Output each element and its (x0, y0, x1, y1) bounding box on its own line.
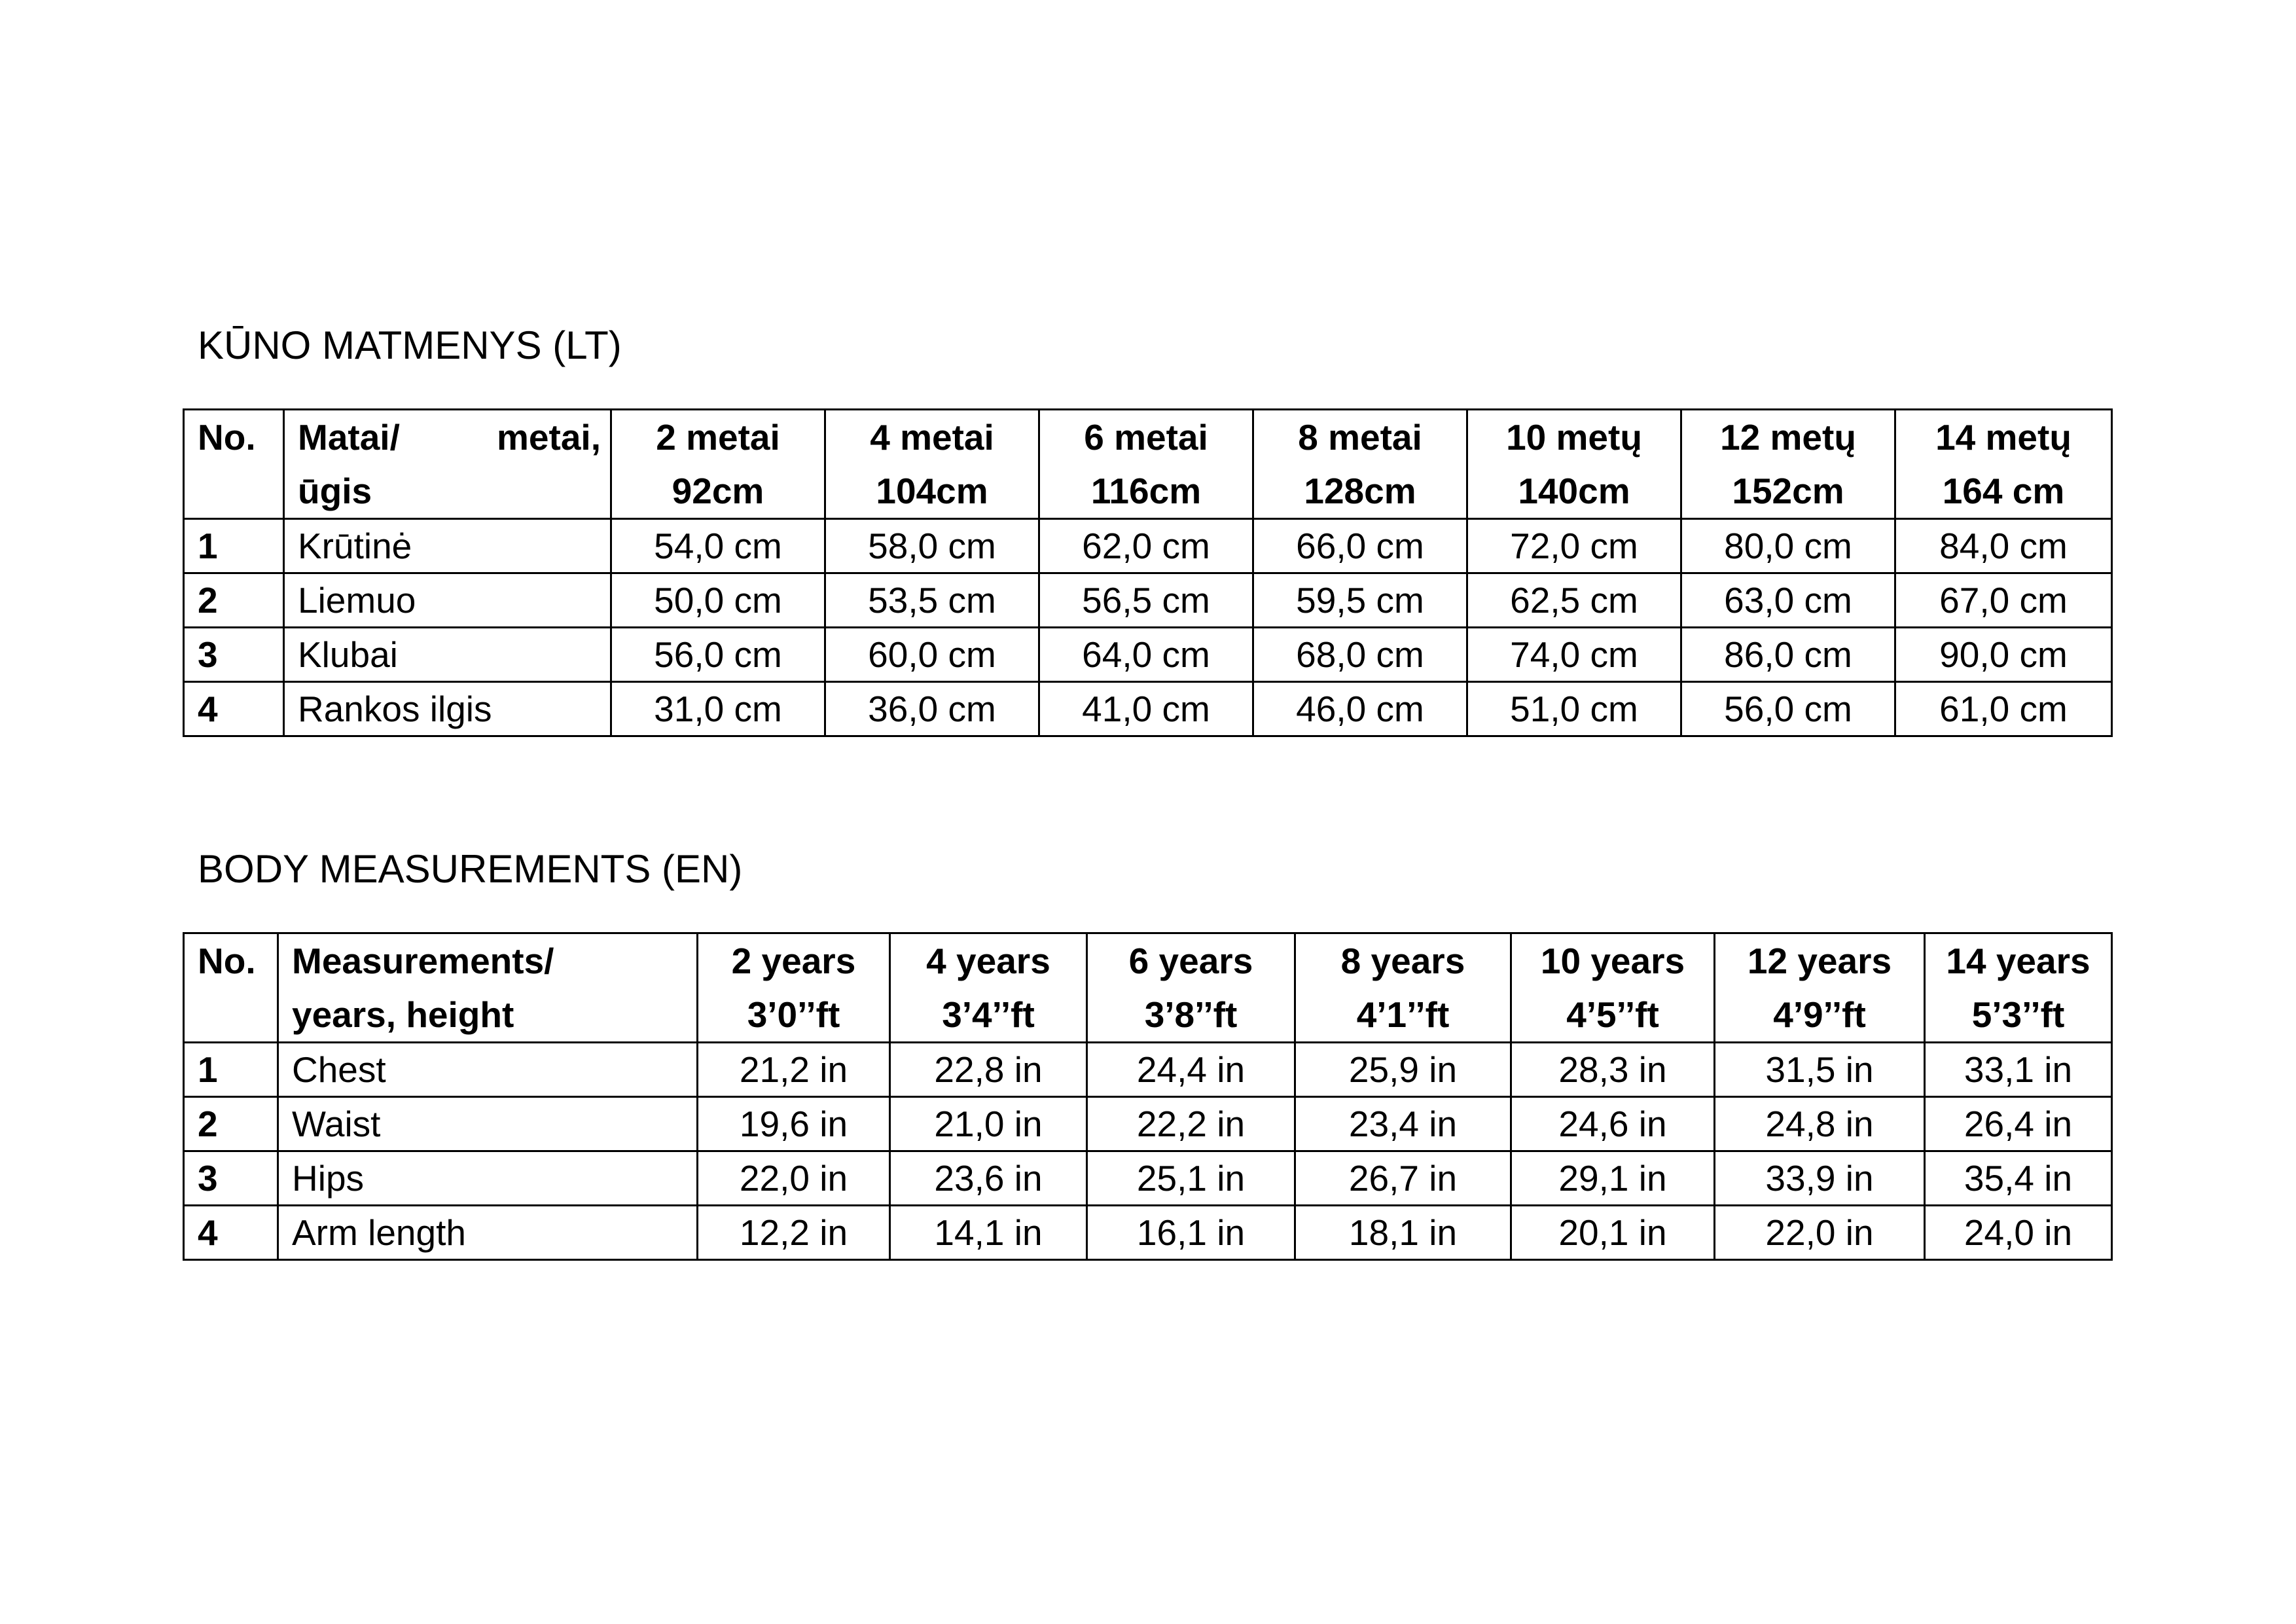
row-number: 4 (184, 1206, 278, 1260)
row-number: 2 (184, 1097, 278, 1151)
lt-header-size-height: 92cm (672, 471, 764, 511)
lt-header-size-age: 10 metų (1506, 417, 1642, 458)
value-cell: 22,0 in (698, 1151, 890, 1206)
en-header-size-age: 6 years (1128, 941, 1253, 981)
value-cell: 23,6 in (890, 1151, 1087, 1206)
value-cell: 56,0 cm (1681, 682, 1895, 736)
table-row (184, 1206, 2112, 1260)
value-cell: 60,0 cm (825, 628, 1039, 682)
en-header-size-age: 12 years (1747, 941, 1892, 981)
value-cell: 72,0 cm (1467, 519, 1681, 573)
en-header-measure-line2: years, height (292, 994, 514, 1035)
value-cell: 58,0 cm (825, 519, 1039, 573)
value-cell: 62,5 cm (1467, 573, 1681, 628)
value-cell: 31,5 in (1715, 1043, 1925, 1097)
row-number: 3 (184, 628, 284, 682)
lt-header-size-age: 4 metai (870, 417, 994, 458)
lt-header-size (1681, 410, 1895, 519)
lt-header-size-age: 14 metų (1935, 417, 2072, 458)
lt-header-measure-line1 (298, 410, 601, 464)
value-cell: 25,9 in (1295, 1043, 1511, 1097)
value-cell: 16,1 in (1087, 1206, 1295, 1260)
value-cell: 86,0 cm (1681, 628, 1895, 682)
en-header-size-age: 14 years (1946, 941, 2090, 981)
value-cell: 24,8 in (1715, 1097, 1925, 1151)
en-header-size (698, 933, 890, 1043)
value-cell: 22,8 in (890, 1043, 1087, 1097)
lt-header-size-age: 12 metų (1720, 417, 1856, 458)
en-header-size-height: 3’8’’ft (1144, 994, 1238, 1035)
value-cell: 33,1 in (1925, 1043, 2112, 1097)
value-cell: 28,3 in (1511, 1043, 1715, 1097)
lt-header-size-age: 6 metai (1084, 417, 1208, 458)
value-cell: 26,4 in (1925, 1097, 2112, 1151)
row-number: 4 (184, 682, 284, 736)
lt-header-size-height: 104cm (876, 471, 988, 511)
table-row (184, 1043, 2112, 1097)
row-label: Rankos ilgis (284, 682, 611, 736)
value-cell: 22,2 in (1087, 1097, 1295, 1151)
value-cell: 67,0 cm (1895, 573, 2112, 628)
en-header-measure (278, 933, 698, 1043)
lt-header-size (825, 410, 1039, 519)
row-label: Hips (278, 1151, 698, 1206)
value-cell: 56,0 cm (611, 628, 825, 682)
en-header-size (1925, 933, 2112, 1043)
lt-header-size-age: 2 metai (656, 417, 780, 458)
value-cell: 20,1 in (1511, 1206, 1715, 1260)
en-header-row (184, 933, 2112, 1043)
lt-header-measure-word2: metai, (497, 417, 601, 458)
lt-header-size (1895, 410, 2112, 519)
en-header-no-label: No. (198, 941, 256, 981)
en-header-no (184, 933, 278, 1043)
lt-header-size-height: 140cm (1518, 471, 1630, 511)
en-header-size-height: 4’5’’ft (1566, 994, 1659, 1035)
value-cell: 36,0 cm (825, 682, 1039, 736)
lt-header-no-label: No. (198, 417, 256, 458)
table-row (184, 1097, 2112, 1151)
value-cell: 31,0 cm (611, 682, 825, 736)
value-cell: 90,0 cm (1895, 628, 2112, 682)
value-cell: 56,5 cm (1039, 573, 1253, 628)
table-row (184, 519, 2112, 573)
value-cell: 51,0 cm (1467, 682, 1681, 736)
value-cell: 24,6 in (1511, 1097, 1715, 1151)
en-header-size (890, 933, 1087, 1043)
table-row (184, 1151, 2112, 1206)
lt-header-row (184, 410, 2112, 519)
row-number: 1 (184, 1043, 278, 1097)
lt-section-title: KŪNO MATMENYS (LT) (198, 323, 622, 367)
en-header-size-age: 8 years (1340, 941, 1465, 981)
en-measurements-table (183, 932, 2113, 1261)
value-cell: 23,4 in (1295, 1097, 1511, 1151)
value-cell: 24,4 in (1087, 1043, 1295, 1097)
value-cell: 21,0 in (890, 1097, 1087, 1151)
value-cell: 18,1 in (1295, 1206, 1511, 1260)
en-header-size-height: 5’3’’ft (1971, 994, 2065, 1035)
lt-header-size-height: 128cm (1304, 471, 1416, 511)
en-header-size-age: 4 years (926, 941, 1050, 981)
value-cell: 68,0 cm (1253, 628, 1467, 682)
value-cell: 22,0 in (1715, 1206, 1925, 1260)
lt-header-measure (284, 410, 611, 519)
row-label: Liemuo (284, 573, 611, 628)
value-cell: 66,0 cm (1253, 519, 1467, 573)
row-number: 3 (184, 1151, 278, 1206)
table-row (184, 682, 2112, 736)
lt-header-size-height: 116cm (1090, 471, 1202, 511)
en-header-size (1295, 933, 1511, 1043)
row-label: Krūtinė (284, 519, 611, 573)
en-section-title: BODY MEASUREMENTS (EN) (198, 847, 743, 891)
value-cell: 62,0 cm (1039, 519, 1253, 573)
en-header-size-height: 3’4’’ft (942, 994, 1035, 1035)
lt-header-measure-word1: Matai/ (298, 417, 400, 458)
en-header-size-height: 3’0’’ft (747, 994, 840, 1035)
en-header-size-height: 4’9’’ft (1773, 994, 1866, 1035)
value-cell: 25,1 in (1087, 1151, 1295, 1206)
value-cell: 61,0 cm (1895, 682, 2112, 736)
value-cell: 74,0 cm (1467, 628, 1681, 682)
en-header-size (1087, 933, 1295, 1043)
en-header-size (1511, 933, 1715, 1043)
en-header-size-age: 2 years (731, 941, 856, 981)
lt-header-measure-line2: ūgis (298, 471, 372, 511)
value-cell: 53,5 cm (825, 573, 1039, 628)
en-header-size-age: 10 years (1540, 941, 1685, 981)
lt-header-size (1039, 410, 1253, 519)
value-cell: 12,2 in (698, 1206, 890, 1260)
value-cell: 54,0 cm (611, 519, 825, 573)
lt-header-size-height: 164 cm (1942, 471, 2065, 511)
en-header-measure-line1: Measurements/ (292, 941, 554, 981)
value-cell: 80,0 cm (1681, 519, 1895, 573)
value-cell: 64,0 cm (1039, 628, 1253, 682)
value-cell: 59,5 cm (1253, 573, 1467, 628)
lt-header-size (611, 410, 825, 519)
value-cell: 35,4 in (1925, 1151, 2112, 1206)
lt-header-no (184, 410, 284, 519)
value-cell: 84,0 cm (1895, 519, 2112, 573)
value-cell: 26,7 in (1295, 1151, 1511, 1206)
value-cell: 46,0 cm (1253, 682, 1467, 736)
value-cell: 24,0 in (1925, 1206, 2112, 1260)
row-label: Arm length (278, 1206, 698, 1260)
value-cell: 21,2 in (698, 1043, 890, 1097)
en-header-size-height: 4’1’’ft (1356, 994, 1450, 1035)
value-cell: 19,6 in (698, 1097, 890, 1151)
table-row (184, 573, 2112, 628)
value-cell: 41,0 cm (1039, 682, 1253, 736)
row-label: Chest (278, 1043, 698, 1097)
lt-header-size-height: 152cm (1732, 471, 1844, 511)
lt-header-size (1253, 410, 1467, 519)
en-header-size (1715, 933, 1925, 1043)
value-cell: 50,0 cm (611, 573, 825, 628)
row-number: 2 (184, 573, 284, 628)
lt-measurements-table (183, 408, 2113, 737)
value-cell: 29,1 in (1511, 1151, 1715, 1206)
lt-header-size (1467, 410, 1681, 519)
row-label: Klubai (284, 628, 611, 682)
value-cell: 33,9 in (1715, 1151, 1925, 1206)
value-cell: 63,0 cm (1681, 573, 1895, 628)
table-row (184, 628, 2112, 682)
row-label: Waist (278, 1097, 698, 1151)
value-cell: 14,1 in (890, 1206, 1087, 1260)
row-number: 1 (184, 519, 284, 573)
lt-header-size-age: 8 metai (1298, 417, 1422, 458)
